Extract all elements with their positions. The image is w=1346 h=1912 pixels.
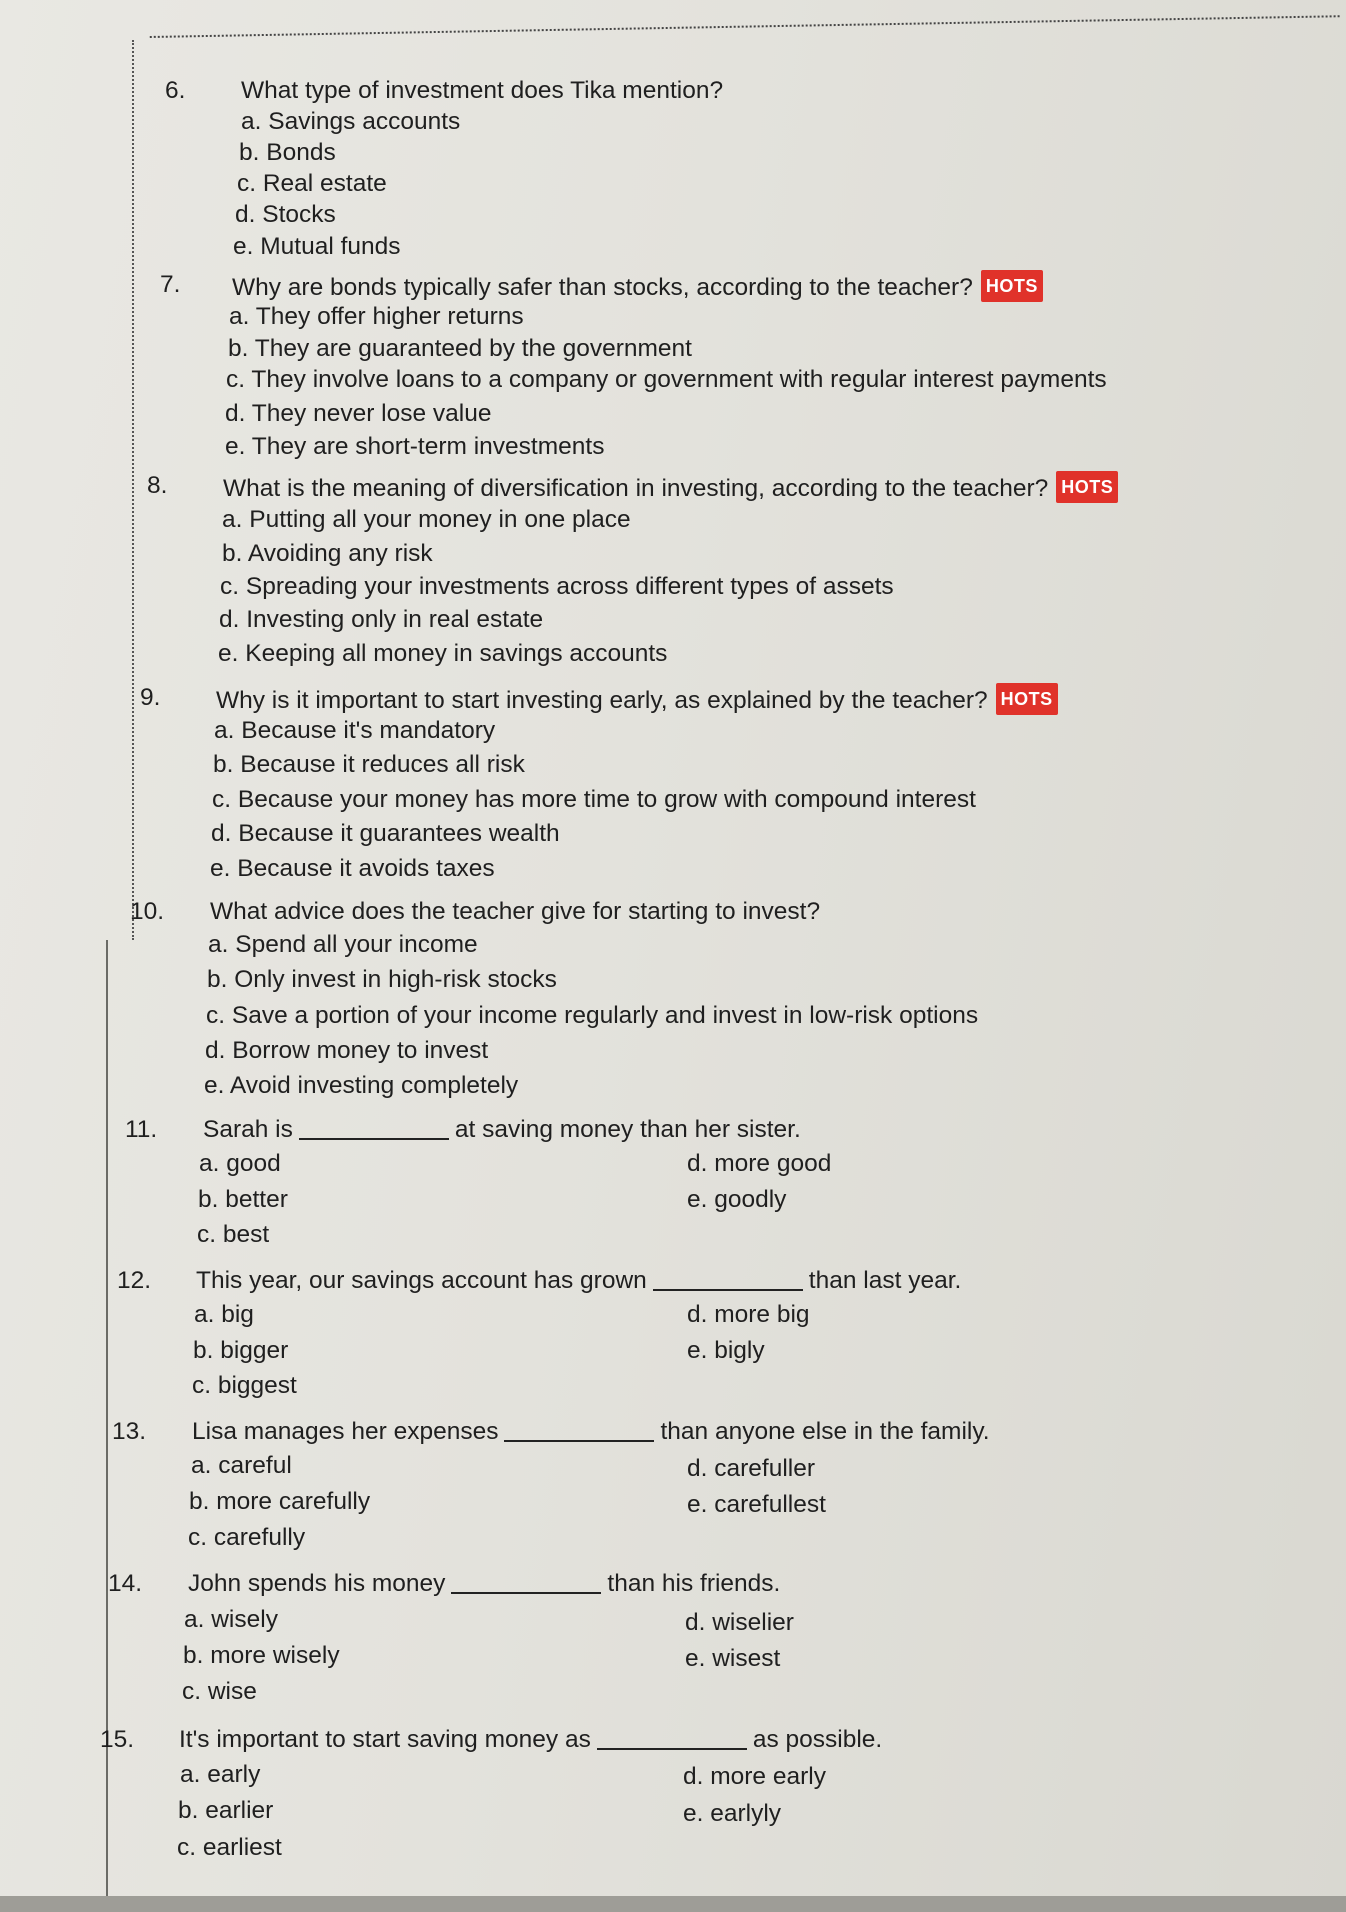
option[interactable]: c. carefully: [188, 1524, 306, 1551]
option[interactable]: b. more wisely: [183, 1642, 340, 1669]
option[interactable]: a. Savings accounts: [241, 108, 461, 135]
question-number: 13.: [112, 1418, 147, 1445]
question-number: 8.: [147, 472, 168, 499]
question-number: 10.: [130, 898, 165, 925]
option[interactable]: d. more early: [683, 1763, 826, 1790]
option[interactable]: d. Stocks: [235, 201, 336, 228]
option[interactable]: d. Borrow money to invest: [205, 1037, 489, 1064]
option[interactable]: c. Spreading your investments across different types of assets: [220, 573, 894, 600]
question-text: What advice does the teacher give for starting to invest?: [210, 898, 821, 925]
question-text: [223, 471, 1118, 504]
option[interactable]: c. wise: [182, 1678, 257, 1705]
option[interactable]: c. biggest: [192, 1372, 297, 1399]
question-number: 11.: [125, 1116, 158, 1143]
option[interactable]: d. more good: [687, 1150, 832, 1177]
question-text-content: What is the meaning of diversification in investing, according to the teacher?: [223, 475, 1049, 502]
question-number: 7.: [160, 271, 181, 298]
question-text-before: It's important to start saving money as: [179, 1726, 591, 1753]
question-text-before: John spends his money: [188, 1570, 446, 1597]
question-text: [188, 1569, 780, 1599]
option[interactable]: e. goodly: [687, 1186, 787, 1213]
option[interactable]: a. Because it's mandatory: [214, 717, 496, 744]
option[interactable]: b. earlier: [178, 1797, 274, 1824]
binding-dots: [150, 15, 1340, 64]
option[interactable]: e. Keeping all money in savings accounts: [218, 640, 668, 667]
option[interactable]: c. Save a portion of your income regularly and invest in low-risk options: [206, 1002, 979, 1029]
option[interactable]: d. wiselier: [685, 1609, 794, 1636]
question-number: 9.: [140, 684, 161, 711]
answer-blank[interactable]: [299, 1138, 449, 1140]
option[interactable]: c. Because your money has more time to grow with compound interest: [212, 786, 976, 813]
option[interactable]: c. best: [197, 1221, 270, 1248]
question-text: [203, 1115, 801, 1145]
option[interactable]: a. careful: [191, 1452, 292, 1479]
question-text-after: at saving money than her sister.: [454, 1116, 801, 1143]
option[interactable]: b. more carefully: [189, 1488, 371, 1515]
option[interactable]: c. Real estate: [237, 170, 387, 197]
question-text: [192, 1417, 990, 1447]
option[interactable]: e. Mutual funds: [233, 233, 401, 260]
hots-badge: HOTS: [996, 683, 1058, 715]
option[interactable]: d. more big: [687, 1301, 810, 1328]
option[interactable]: a. early: [180, 1761, 261, 1788]
option[interactable]: c. earliest: [177, 1834, 282, 1861]
question-text-before: This year, our savings account has grown: [196, 1267, 647, 1294]
question-text-before: Sarah is: [203, 1116, 293, 1143]
option[interactable]: e. wisest: [685, 1645, 781, 1672]
question-text: [232, 270, 1043, 303]
question-text-after: than his friends.: [607, 1570, 781, 1597]
answer-blank[interactable]: [597, 1748, 747, 1750]
option[interactable]: d. carefuller: [687, 1455, 816, 1482]
option[interactable]: e. carefullest: [687, 1491, 826, 1518]
option[interactable]: b. They are guaranteed by the government: [228, 335, 692, 362]
option[interactable]: b. Avoiding any risk: [222, 540, 433, 567]
option[interactable]: a. big: [194, 1301, 254, 1328]
option[interactable]: e. Because it avoids taxes: [210, 855, 495, 882]
option[interactable]: a. They offer higher returns: [229, 303, 524, 330]
option[interactable]: a. wisely: [184, 1606, 278, 1633]
question-number: 12.: [117, 1267, 152, 1294]
option[interactable]: a. good: [199, 1150, 281, 1177]
question-text: [196, 1266, 961, 1296]
option[interactable]: d. They never lose value: [225, 400, 492, 427]
option[interactable]: b. Only invest in high-risk stocks: [207, 966, 557, 993]
hots-badge: HOTS: [1056, 471, 1118, 503]
question-text-after: as possible.: [752, 1726, 883, 1753]
question-text: [179, 1725, 882, 1755]
option[interactable]: a. Putting all your money in one place: [222, 506, 631, 533]
answer-blank[interactable]: [653, 1289, 803, 1291]
question-number: 15.: [100, 1726, 135, 1753]
option[interactable]: e. Avoid investing completely: [204, 1072, 519, 1099]
option[interactable]: e. They are short-term investments: [225, 433, 605, 460]
page-edge: [106, 940, 108, 1912]
answer-blank[interactable]: [451, 1592, 601, 1594]
option[interactable]: b. better: [198, 1186, 288, 1213]
question-text-content: Why are bonds typically safer than stocks, according to the teacher?: [232, 274, 973, 301]
option[interactable]: d. Investing only in real estate: [219, 606, 544, 633]
option[interactable]: b. Because it reduces all risk: [213, 751, 525, 778]
option[interactable]: e. earlyly: [683, 1800, 782, 1827]
question-text-content: Why is it important to start investing early, as explained by the teacher?: [216, 687, 988, 714]
option[interactable]: a. Spend all your income: [208, 931, 478, 958]
question-number: 6.: [165, 77, 186, 104]
option[interactable]: c. They involve loans to a company or government with regular interest payments: [226, 366, 1107, 393]
hots-badge: HOTS: [981, 270, 1043, 302]
option[interactable]: b. Bonds: [239, 139, 336, 166]
question-text-after: than last year.: [808, 1267, 962, 1294]
option[interactable]: b. bigger: [193, 1337, 289, 1364]
question-number: 14.: [108, 1570, 143, 1597]
question-text: What type of investment does Tika mention?: [241, 77, 724, 104]
question-text-before: Lisa manages her expenses: [192, 1418, 499, 1445]
answer-blank[interactable]: [504, 1440, 654, 1442]
question-text: [216, 683, 1058, 716]
page-shadow: [0, 1896, 1346, 1912]
option[interactable]: d. Because it guarantees wealth: [211, 820, 560, 847]
option[interactable]: e. bigly: [687, 1337, 765, 1364]
question-text-after: than anyone else in the family.: [660, 1418, 990, 1445]
